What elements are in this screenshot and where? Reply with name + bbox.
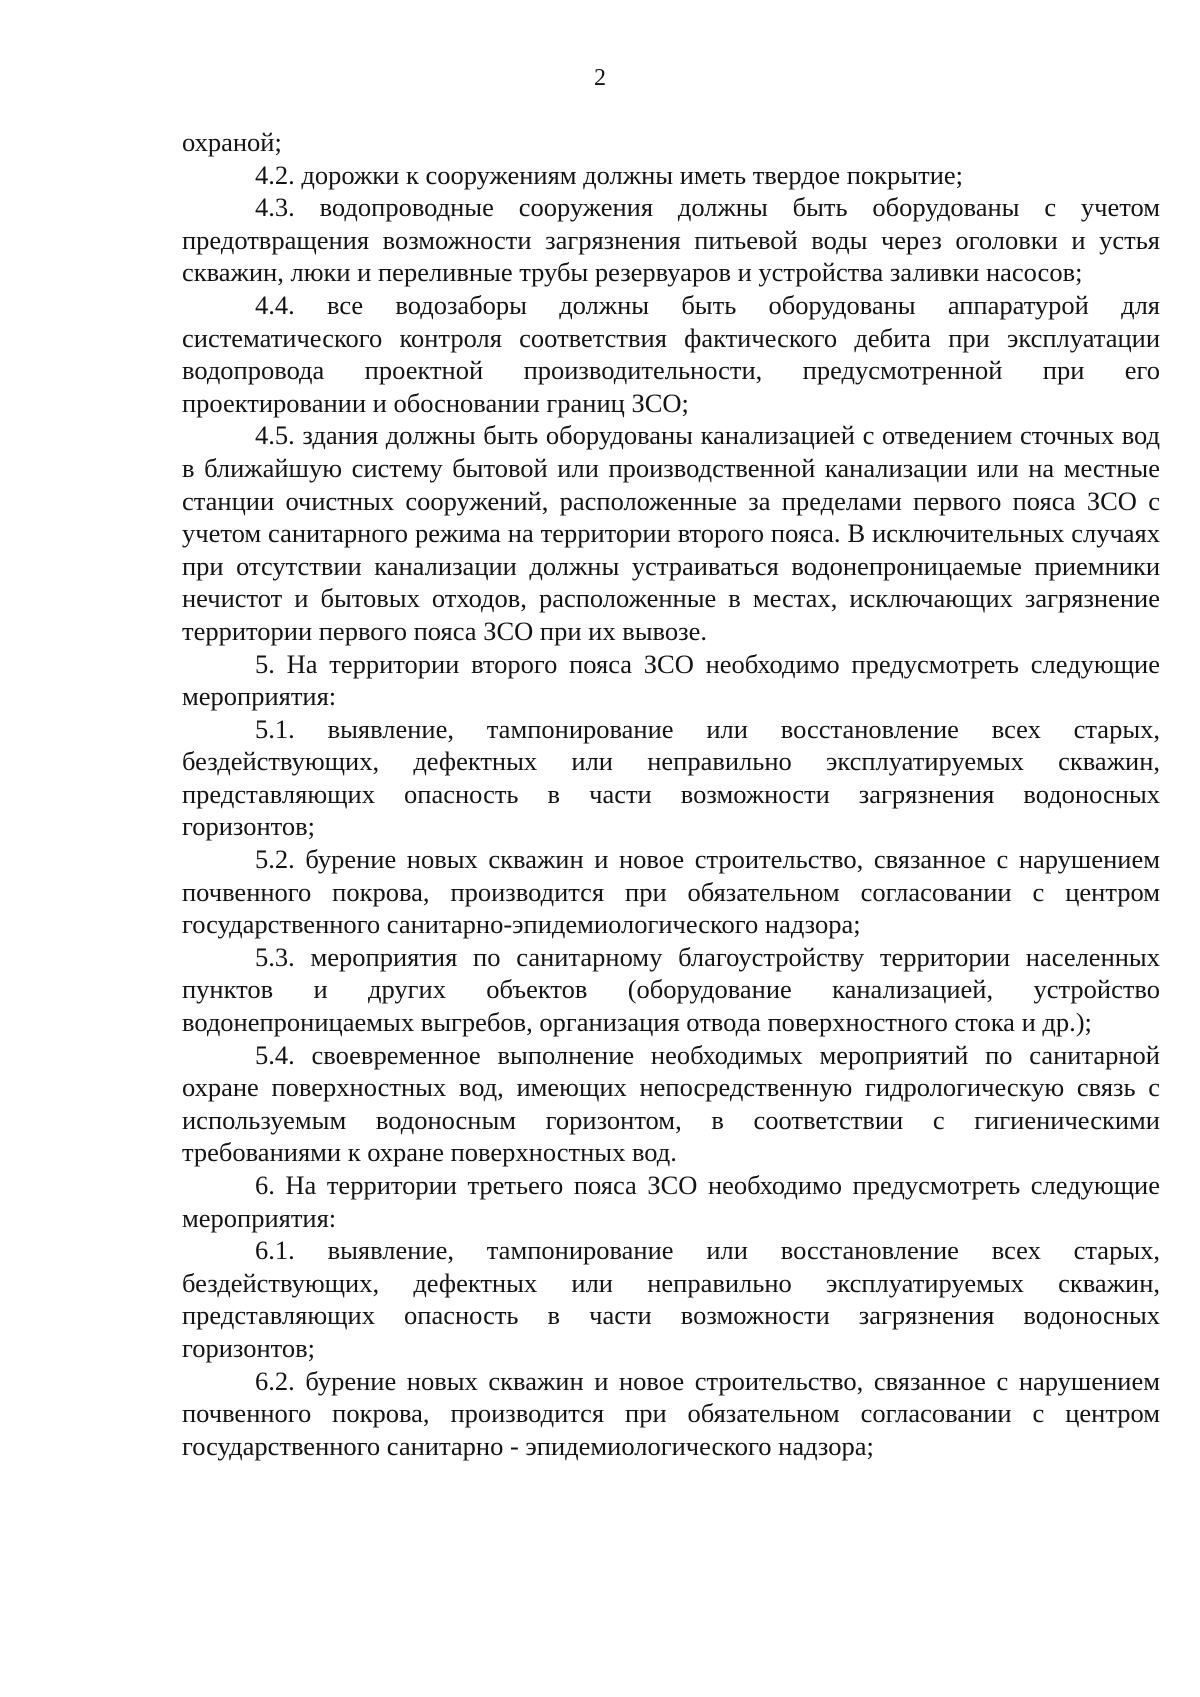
paragraph-5-3: 5.3. мероприятия по санитарному благоустройству территории населенных пунктов и других объектов (оборудование канализацией, устройство водонепроницаемых выгребов, организация отвода поверхностного стока и др.); — [182, 941, 1160, 1038]
paragraph-6-2: 6.2. бурение новых скважин и новое строительство, связанное с нарушением почвенного покрова, производится при обязательном согласовании с центром государственного санитарно - эпидемиологического надзора; — [182, 1365, 1160, 1461]
paragraph-5-2: 5.2. бурение новых скважин и новое строительство, связанное с нарушением почвенного покрова, производится при обязательном согласовании с центром государственного санитарно-эпидемиологического надзора; — [182, 844, 1160, 940]
paragraph-4-2: 4.2. дорожки к сооружениям должны иметь твердое покрытие; — [255, 159, 963, 190]
paragraph-4-5: 4.5. здания должны быть оборудованы канализацией с отведением сточных вод в ближайшую систему бытовой или производственной канализации или на местные станции очистных сооружений, расположенные за пределами первого пояса ЗСО с учетом санитарного режима на территории второго пояса. В исключительных случаях при отсутствии канализации должны устраиваться водонепроницаемые приемники нечистот и бытовых отходов, расположенные в местах, исключающих загрязнение территории первого пояса ЗСО при их вывозе. — [182, 420, 1160, 646]
paragraph-6-1: 6.1. выявление, тампонирование или восстановление всех старых, бездействующих, дефектных или неправильно эксплуатируемых скважин, представляющих опасность в части возможности загрязнения водоносных горизонтов; — [182, 1235, 1160, 1363]
document-body — [182, 126, 1160, 1462]
paragraph-6: 6. На территории третьего пояса ЗСО необходимо предусмотреть следующие мероприятия: — [182, 1170, 1160, 1233]
page-number: 2 — [594, 65, 606, 91]
paragraph-5-4: 5.4. своевременное выполнение необходимых мероприятий по санитарной охране поверхностных вод, имеющих непосредственную гидрологическую связь с используемым водоносным горизонтом, в соответствии с гигиеническими требованиями к охране поверхностных вод. — [182, 1039, 1160, 1168]
paragraph-5: 5. На территории второго пояса ЗСО необходимо предусмотреть следующие мероприятия: — [182, 648, 1160, 712]
paragraph-4-3: 4.3. водопроводные сооружения должны быть оборудованы с учетом предотвращения возможности загрязнения питьевой воды через оголовки и устья скважин, люки и переливные трубы резервуаров и устройства заливки насосов; — [182, 192, 1160, 288]
paragraph-5-1: 5.1. выявление, тампонирование или восстановление всех старых, бездействующих, дефектных или неправильно эксплуатируемых скважин, представляющих опасность в части возможности загрязнения водоносных горизонтов; — [182, 713, 1160, 842]
paragraph-continuation: охраной; — [182, 127, 282, 157]
paragraph-4-4: 4.4. все водозаборы должны быть оборудованы аппаратурой для систематического контроля соответствия фактического дебита при эксплуатации водопровода проектной производительности, предусмотренной при его проектировании и обосновании границ ЗСО; — [182, 289, 1160, 418]
